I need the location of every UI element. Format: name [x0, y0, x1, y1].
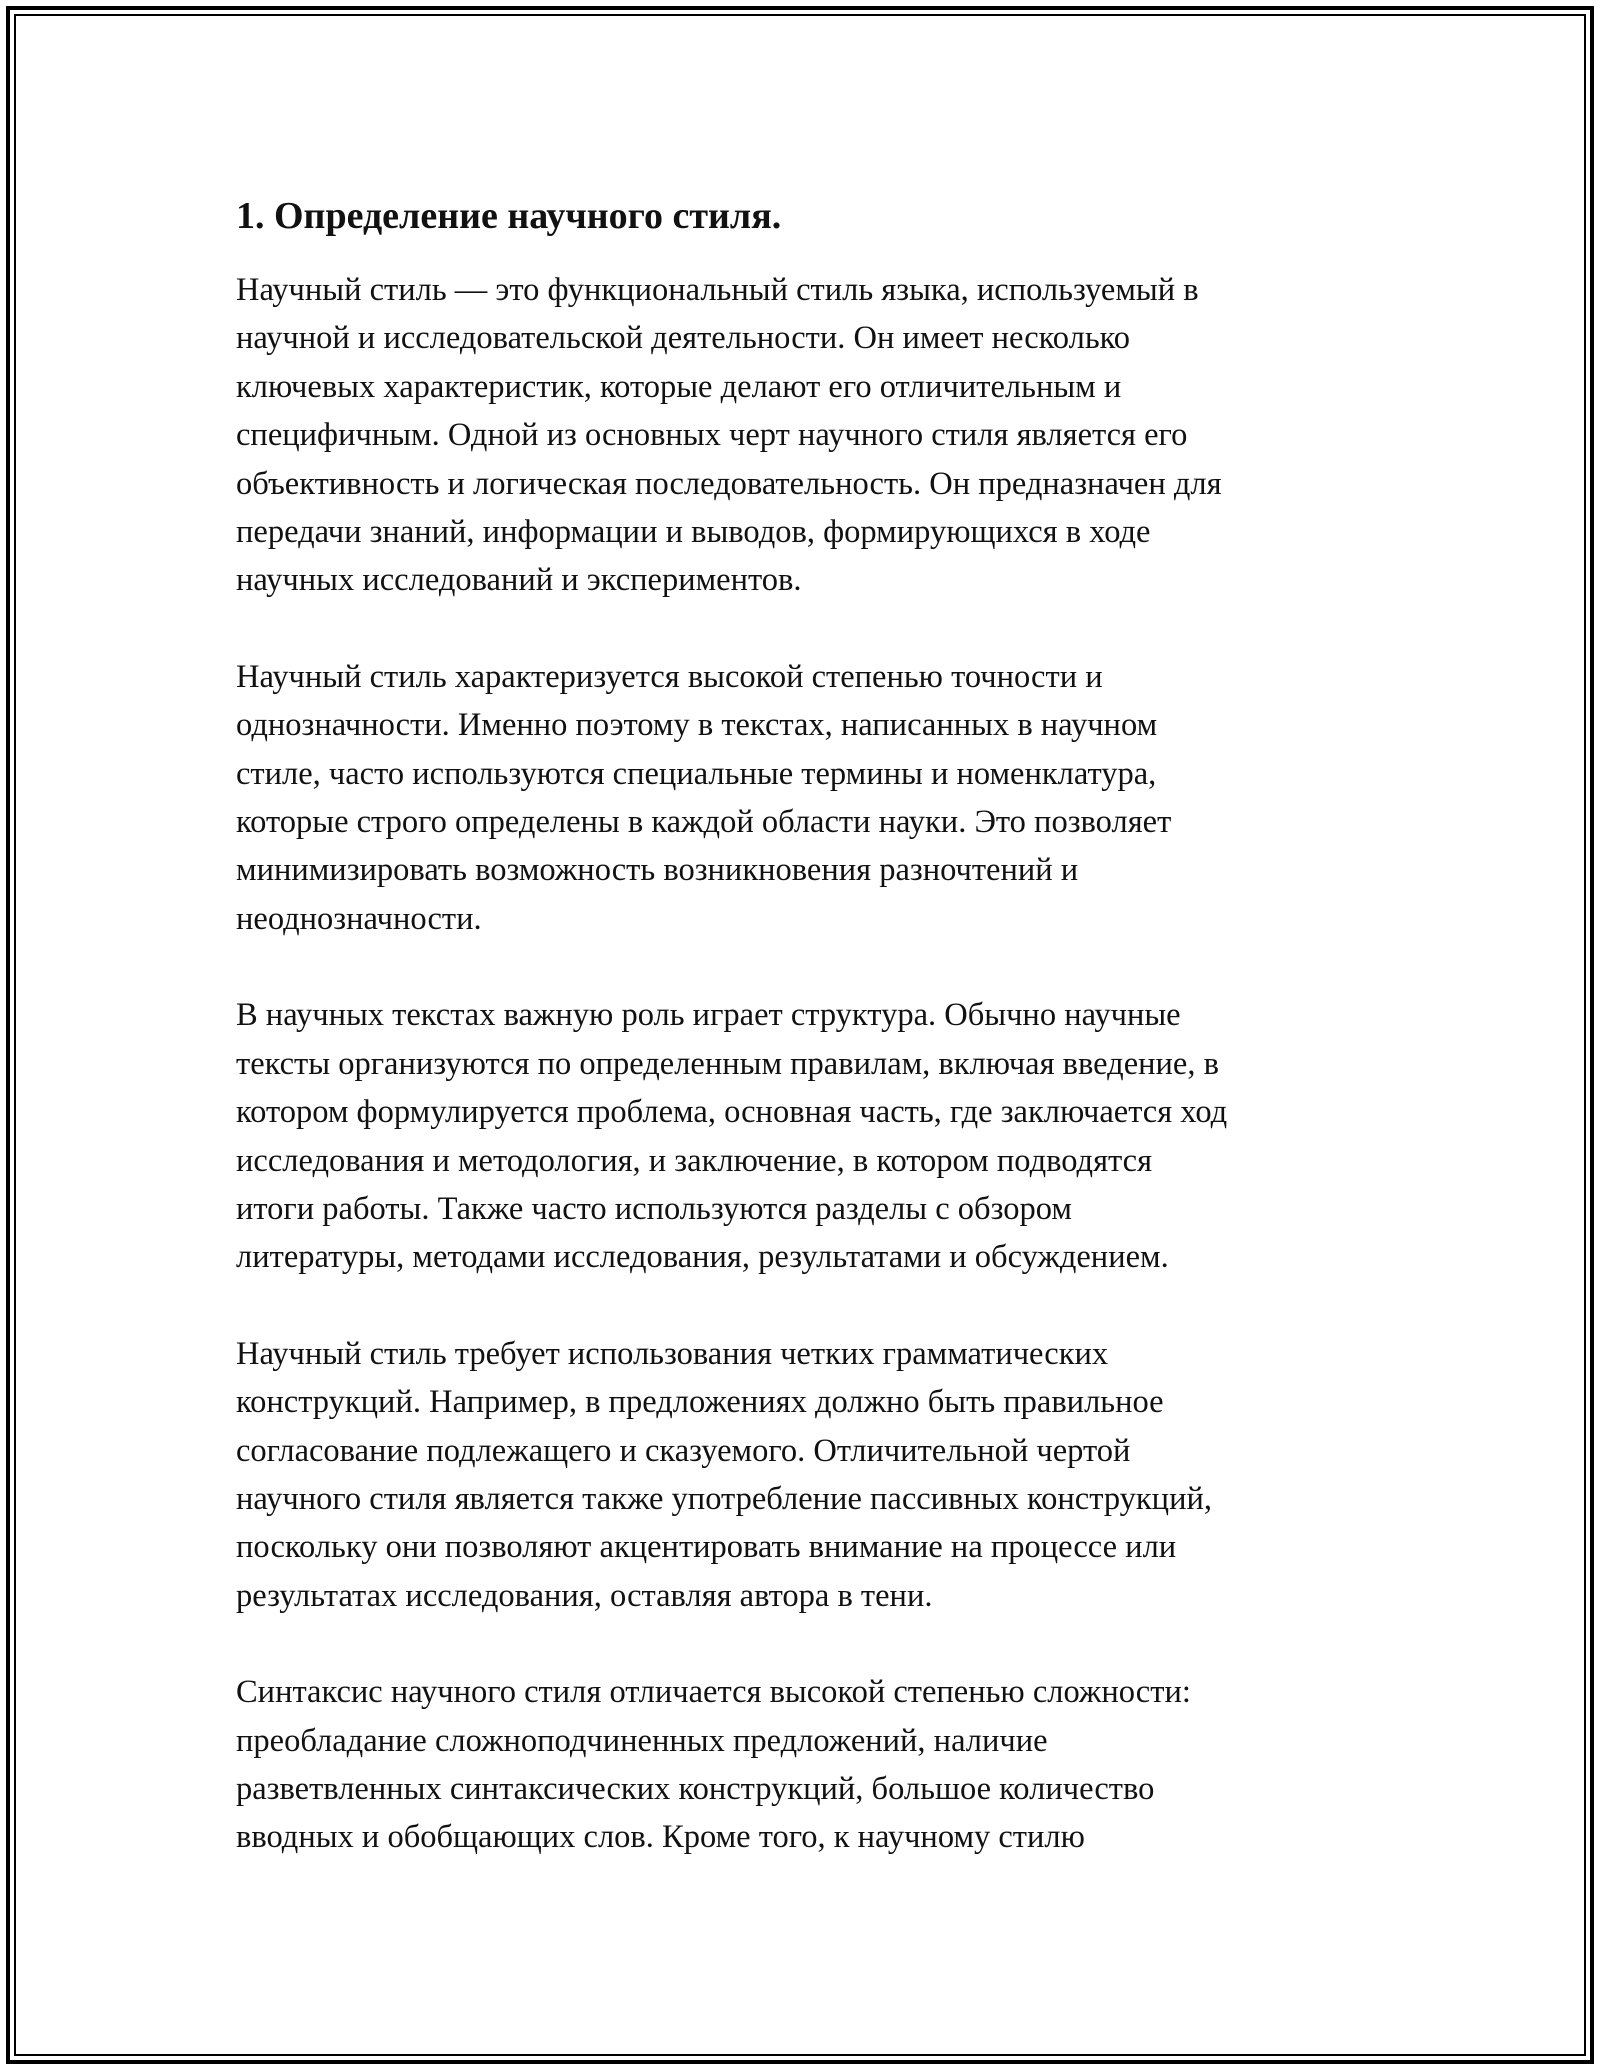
paragraph-precision: Научный стиль характеризуется высокой степенью точности и однозначности. Именно поэтому в текстах, написанных в научном стиле, часто используются специальные термины и номенклатура, которые строго определены в каждой области науки. Это позволяет минимизировать возможность возникновения разночтений и неоднозначности. — [236, 658, 1172, 937]
paragraph-structure: В научных текстах важную роль играет структура. Обычно научные тексты организуются по определенным правилам, включая введение, в котором формулируется проблема, основная часть, где заключается ход исследования и методология, и заключение, в котором подводятся итоги работы. Также часто используются разделы с обзором литературы, методами исследования, результатами и обсуждением. — [236, 997, 1228, 1276]
paragraph-grammar: Научный стиль требует использования четких грамматических конструкций. Например, в предложениях должно быть правильное согласование подлежащего и сказуемого. Отличительной чертой научного стиля является также употребление пассивных конструкций, поскольку они позволяют акцентировать внимание на процессе или результатах исследования, оставляя автора в тени. — [236, 1335, 1212, 1614]
paragraph-syntax: Синтаксис научного стиля отличается высокой степенью сложности: преобладание сложноподчиненных предложений, наличие разветвленных синтаксических конструкций, большое количество вводных и обобщающих слов. Кроме того, к научному стилю — [236, 1674, 1191, 1856]
section-heading: 1. Определение научного стиля. — [236, 195, 782, 237]
document-body — [236, 188, 1396, 1910]
paragraph-definition: Научный стиль — это функциональный стиль языка, используемый в научной и исследовательской деятельности. Он имеет несколько ключевых характеристик, которые делают его отличительным и специфичным. Одной из основных черт научного стиля является его объективность и логическая последовательность. Он предназначен для передачи знаний, информации и выводов, формирующихся в ходе научных исследований и экспериментов. — [236, 272, 1222, 599]
